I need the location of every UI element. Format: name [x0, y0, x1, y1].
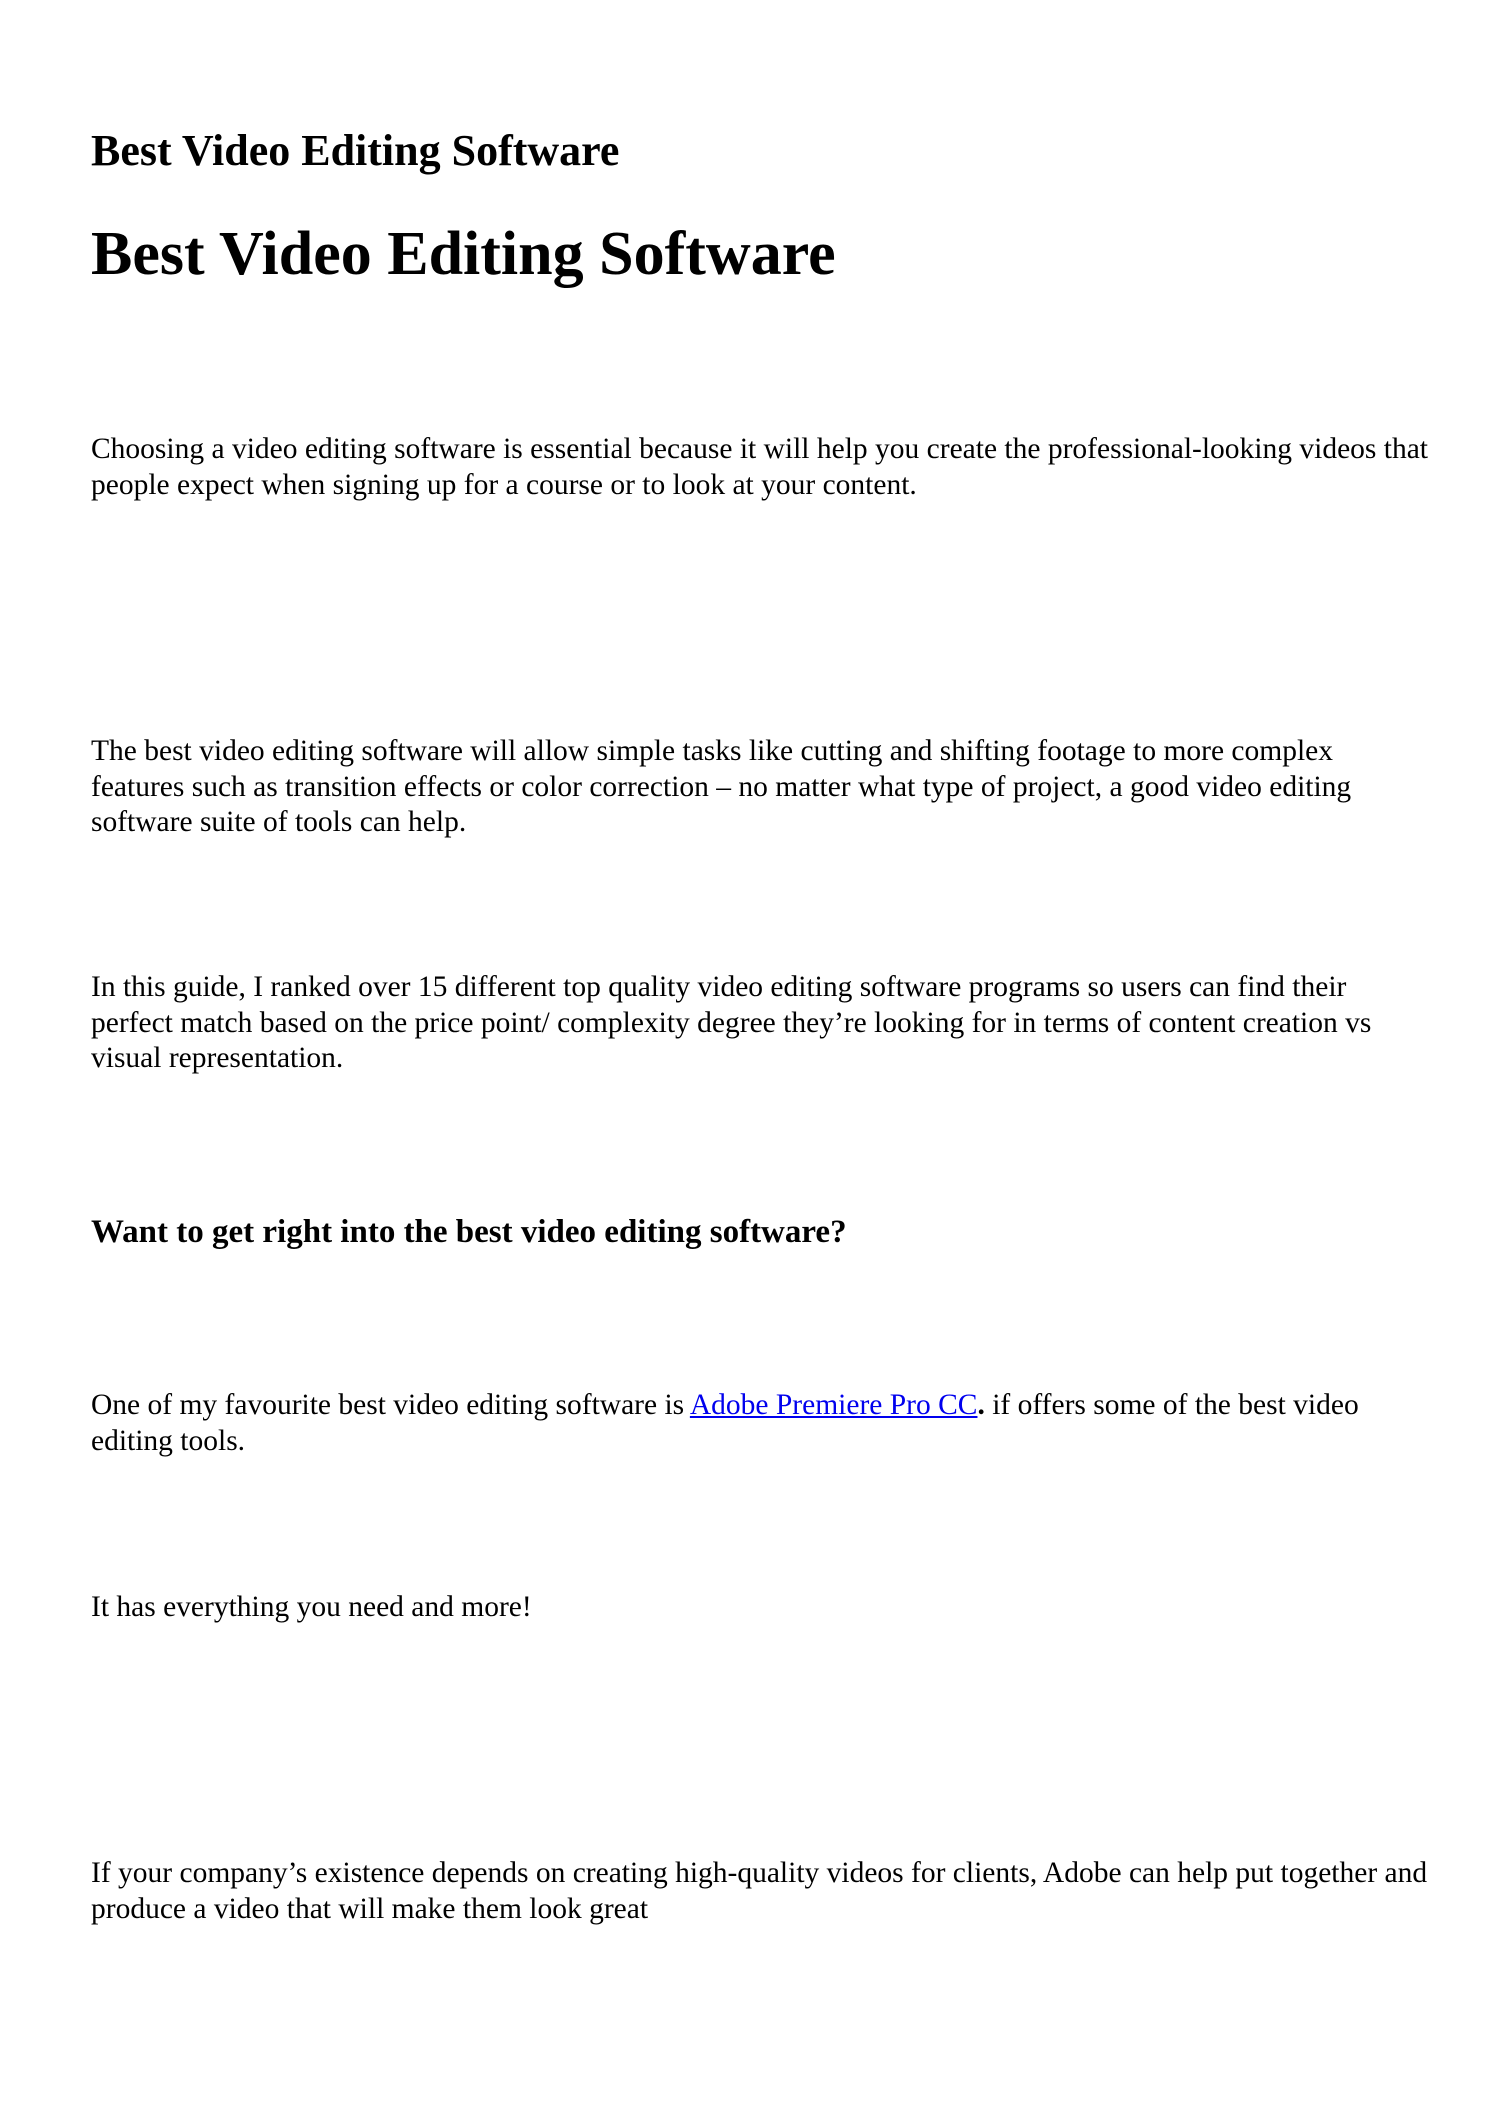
everything-paragraph: It has everything you need and more! [91, 1591, 532, 1623]
recommendation-text-before: One of my favourite best video editing software is [91, 1389, 690, 1421]
bold-period: . [977, 1389, 985, 1421]
header-title: Best Video Editing Software [91, 126, 620, 175]
recommendation-paragraph [91, 1388, 1431, 1459]
page-title: Best Video Editing Software [91, 220, 836, 288]
section-heading: Want to get right into the best video editing software? [91, 1214, 847, 1250]
recommendation-text-after: if offers some of the best video editing tools. [91, 1389, 1359, 1457]
features-paragraph: The best video editing software will allow simple tasks like cutting and shifting footage to more complex features such as transition effects or color correction – no matter what type of project, a good video editing software suite of tools can help. [91, 735, 1352, 838]
company-paragraph: If your company’s existence depends on creating high-quality videos for clients, Adobe can help put together and produce a video that will make them look great [91, 1857, 1428, 1925]
intro-paragraph: Choosing a video editing software is essential because it will help you create the professional-looking videos that people expect when signing up for a course or to look at your content. [91, 433, 1429, 501]
guide-paragraph: In this guide, I ranked over 15 different top quality video editing software programs so users can find their perfect match based on the price point/ complexity degree they’re looking for in terms of content creation vs visual representation. [91, 971, 1372, 1074]
adobe-premiere-link[interactable]: Adobe Premiere Pro CC [689, 1389, 978, 1421]
